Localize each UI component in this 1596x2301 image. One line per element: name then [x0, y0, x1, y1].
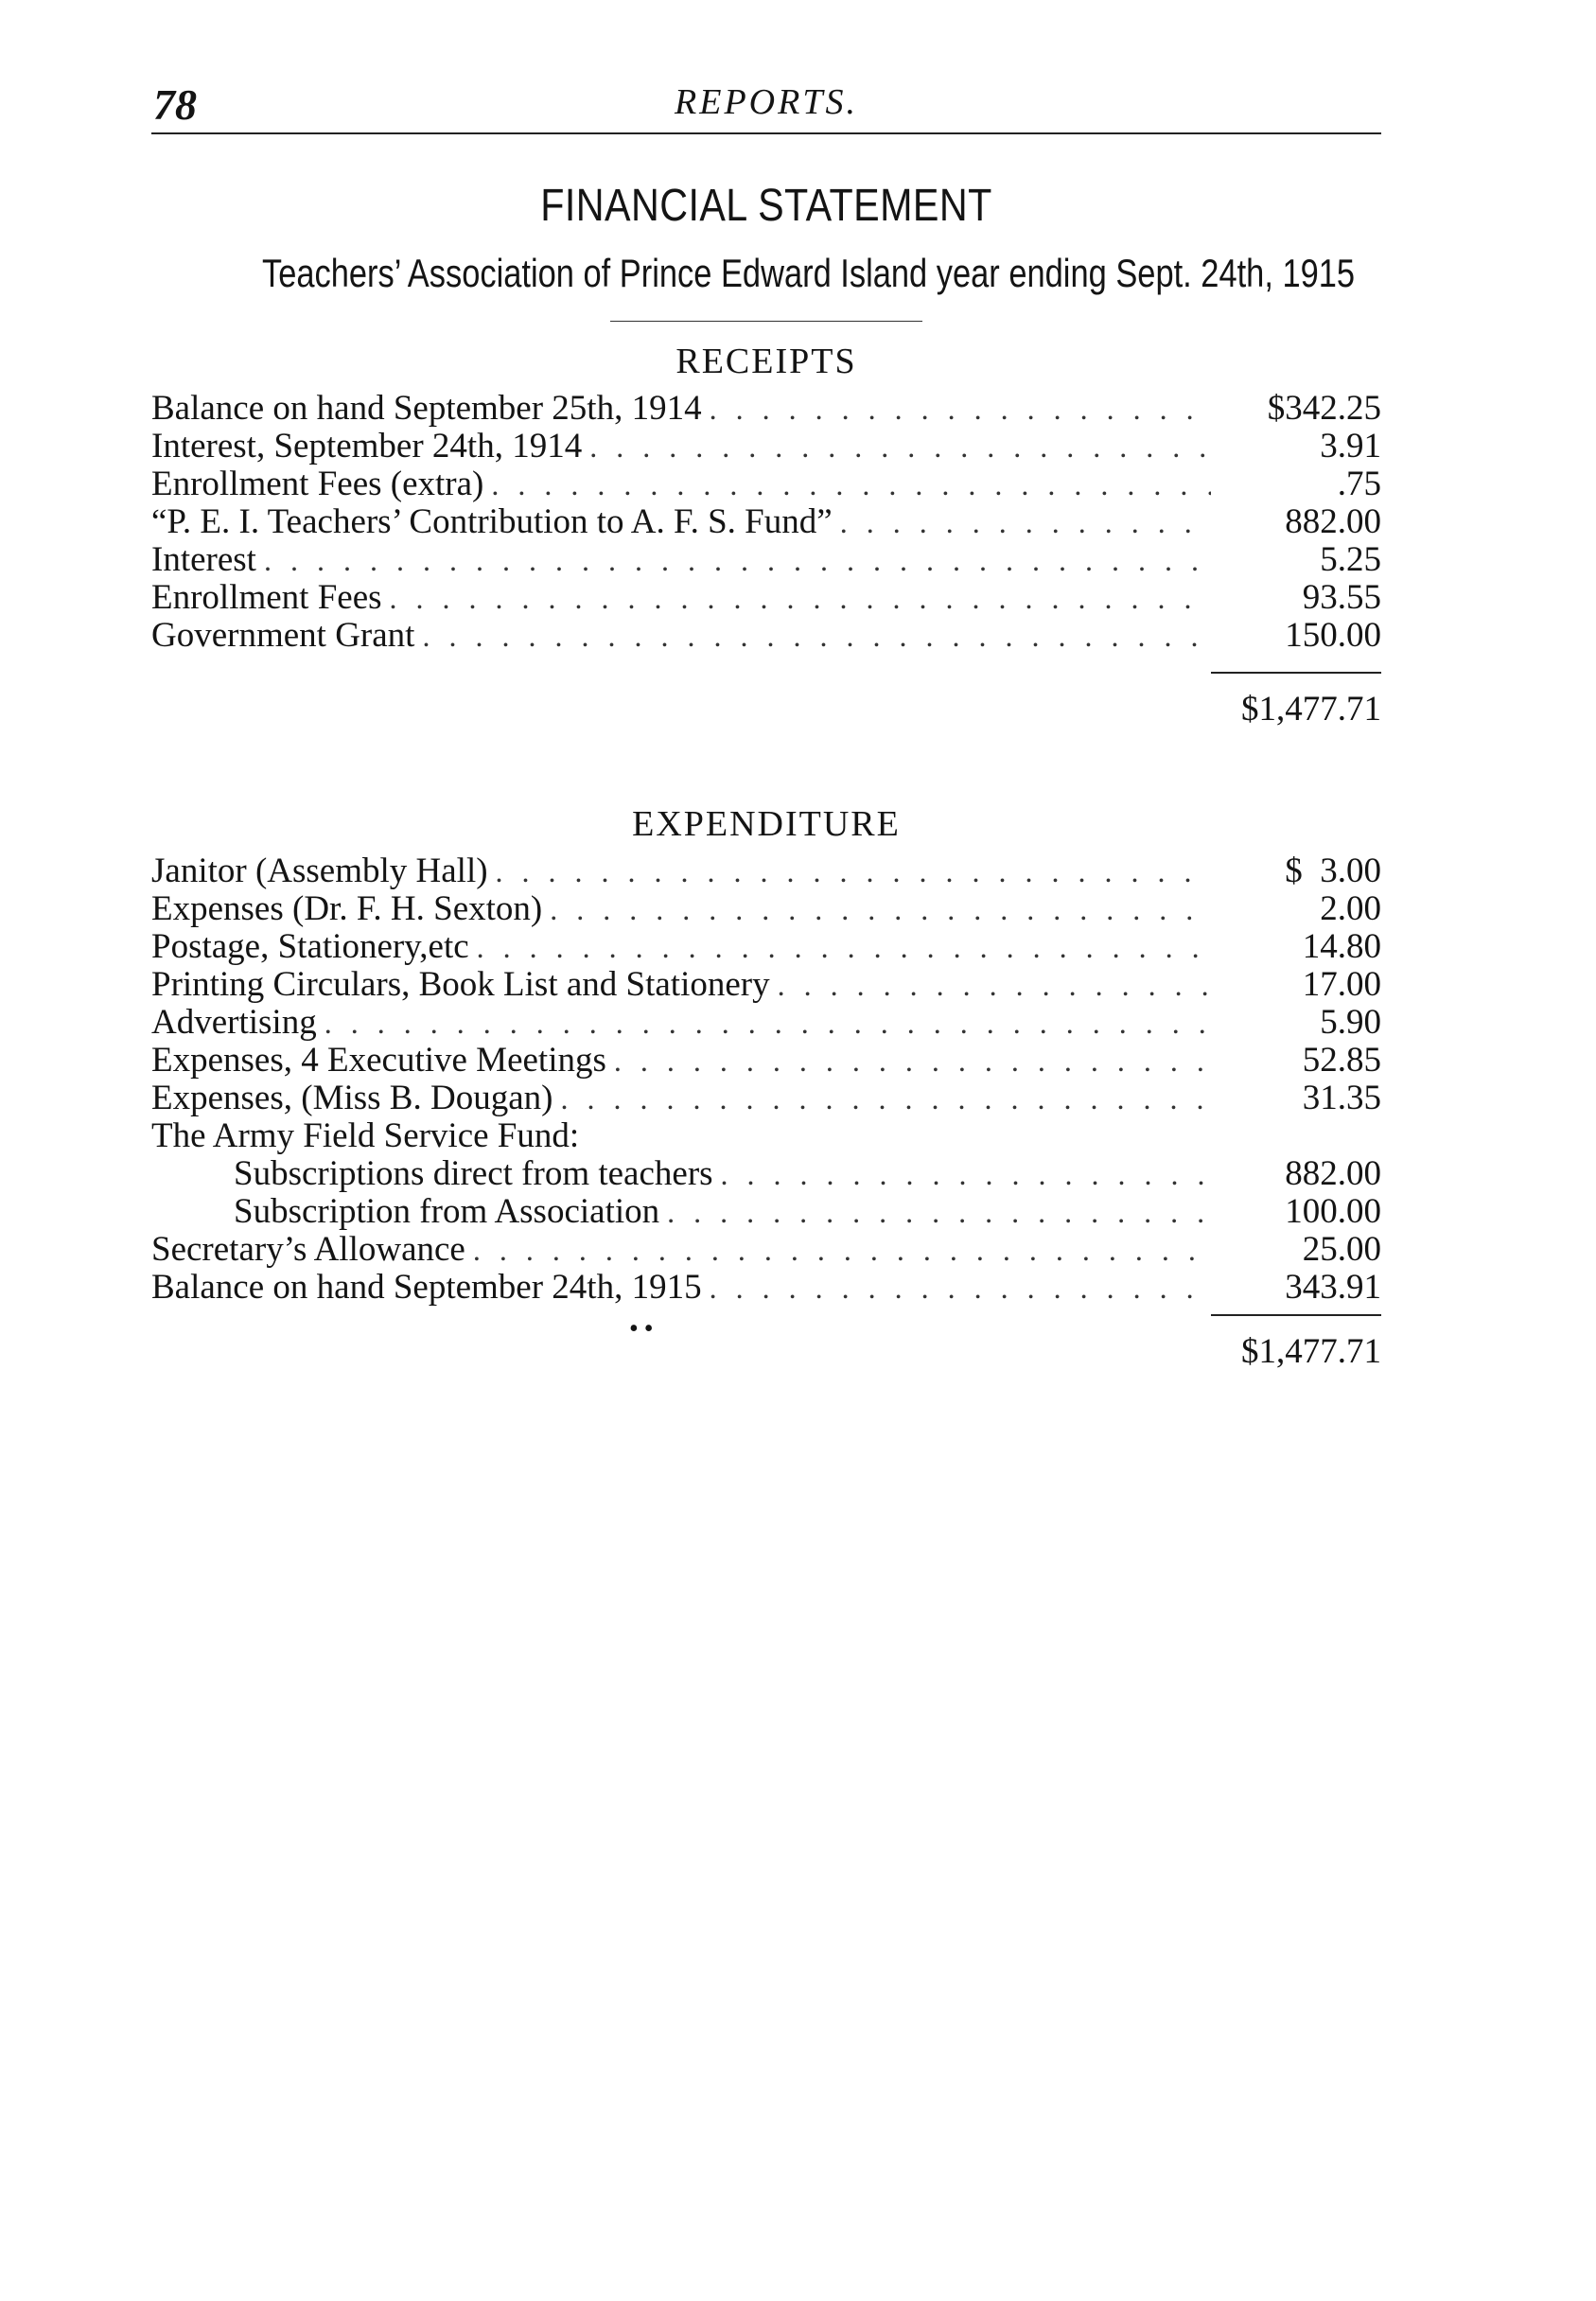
expenditure-amount: 14.80	[1302, 928, 1381, 966]
expenditure-row	[151, 928, 1381, 966]
receipt-amount: 3.91	[1320, 428, 1381, 465]
expenditure-heading: EXPENDITURE	[632, 804, 901, 844]
leader-dots	[256, 541, 1211, 579]
expenditure-total	[151, 1314, 1381, 1372]
receipts-total-amount: $1,477.71	[1211, 672, 1381, 729]
fund-heading-row	[151, 1117, 1381, 1155]
expenditure-row	[151, 852, 1381, 890]
leader-dots	[465, 1231, 1211, 1269]
leader-dots	[702, 1269, 1211, 1307]
leader-dots	[469, 928, 1211, 966]
expenditure-amount: 5.90	[1320, 1004, 1381, 1042]
receipt-label: Interest, September 24th, 1914	[151, 428, 583, 465]
expenditure-label: Expenses (Dr. F. H. Sexton)	[151, 890, 543, 928]
expenditure-label: Advertising	[151, 1004, 317, 1042]
receipt-label: Government Grant	[151, 617, 415, 655]
receipt-label: Enrollment Fees (extra)	[151, 465, 484, 503]
leader-dots	[659, 1193, 1211, 1231]
expenditure-amount: $ 3.00	[1285, 852, 1381, 890]
expenditure-row	[151, 890, 1381, 928]
expenditure-amount: 343.91	[1285, 1269, 1381, 1307]
receipt-label: “P. E. I. Teachers’ Contribution to A. F. S. Fund”	[151, 503, 833, 541]
expenditure-row	[151, 1042, 1381, 1080]
expenditure-row	[151, 966, 1381, 1004]
expenditure-label: Janitor (Assembly Hall)	[151, 852, 488, 890]
receipt-row	[151, 541, 1381, 579]
receipt-row	[151, 617, 1381, 655]
expenditure-label: Expenses, 4 Executive Meetings	[151, 1042, 606, 1080]
leader-dots	[542, 890, 1211, 928]
receipt-amount: $342.25	[1267, 390, 1381, 428]
statement-subtitle: Teachers’ Association of Prince Edward Island year ending Sept. 24th, 1915	[262, 251, 1356, 295]
statement-title: FINANCIAL STATEMENT	[540, 181, 992, 231]
receipt-amount: 93.55	[1302, 579, 1381, 617]
receipt-label: Balance on hand September 25th, 1914	[151, 390, 702, 428]
expenditure-amount: 2.00	[1320, 890, 1381, 928]
expenditure-amount: 25.00	[1302, 1231, 1381, 1269]
expenditure-total-amount: $1,477.71	[1211, 1314, 1381, 1372]
expenditure-row	[151, 1269, 1381, 1307]
title-divider	[610, 321, 922, 322]
expenditure-row	[151, 1155, 1381, 1193]
expenditure-amount: 31.35	[1302, 1080, 1381, 1117]
expenditure-amount: 17.00	[1302, 966, 1381, 1004]
expenditure-label: Postage, Stationery,etc	[151, 928, 469, 966]
leader-dots	[606, 1042, 1211, 1080]
receipts-total	[151, 672, 1381, 729]
receipt-row	[151, 390, 1381, 428]
receipt-row	[151, 428, 1381, 465]
leader-dots	[713, 1155, 1211, 1193]
expenditure-row	[151, 1231, 1381, 1269]
stray-marks: ••	[629, 1314, 659, 1344]
running-title: REPORTS.	[675, 82, 858, 122]
expenditure-label: Subscription from Association	[234, 1193, 660, 1231]
leader-dots	[488, 852, 1211, 890]
leader-dots	[414, 617, 1211, 655]
expenditure-label: Balance on hand September 24th, 1915	[151, 1269, 702, 1307]
leader-dots	[833, 503, 1211, 541]
expenditure-label: Secretary’s Allowance	[151, 1231, 465, 1269]
expenditure-label: Expenses, (Miss B. Dougan)	[151, 1080, 553, 1117]
leader-dots	[382, 579, 1211, 617]
leader-dots	[582, 428, 1211, 465]
leader-dots	[483, 465, 1211, 503]
receipt-label: Interest	[151, 541, 256, 579]
expenditure-list	[151, 852, 1381, 1307]
receipt-row	[151, 579, 1381, 617]
receipt-row	[151, 465, 1381, 503]
expenditure-amount: 100.00	[1285, 1193, 1381, 1231]
document-page	[151, 76, 1381, 1372]
receipt-row	[151, 503, 1381, 541]
running-header	[151, 76, 1381, 134]
receipt-amount: .75	[1337, 465, 1381, 503]
expenditure-label: Printing Circulars, Book List and Stationery	[151, 966, 770, 1004]
receipt-label: Enrollment Fees	[151, 579, 382, 617]
leader-dots	[770, 966, 1211, 1004]
expenditure-row	[151, 1080, 1381, 1117]
expenditure-row	[151, 1193, 1381, 1231]
fund-heading: The Army Field Service Fund:	[151, 1117, 580, 1155]
receipts-heading: RECEIPTS	[675, 342, 857, 381]
receipt-amount: 5.25	[1320, 541, 1381, 579]
expenditure-label: Subscriptions direct from teachers	[234, 1155, 713, 1193]
expenditure-row	[151, 1004, 1381, 1042]
expenditure-amount: 882.00	[1285, 1155, 1381, 1193]
receipts-list	[151, 390, 1381, 655]
receipt-amount: 150.00	[1285, 617, 1381, 655]
leader-dots	[702, 390, 1211, 428]
expenditure-amount: 52.85	[1302, 1042, 1381, 1080]
page-number: 78	[153, 80, 197, 129]
expenditure-total-wrap	[151, 1314, 1381, 1372]
leader-dots	[552, 1080, 1211, 1117]
leader-dots	[317, 1004, 1211, 1042]
receipt-amount: 882.00	[1285, 503, 1381, 541]
